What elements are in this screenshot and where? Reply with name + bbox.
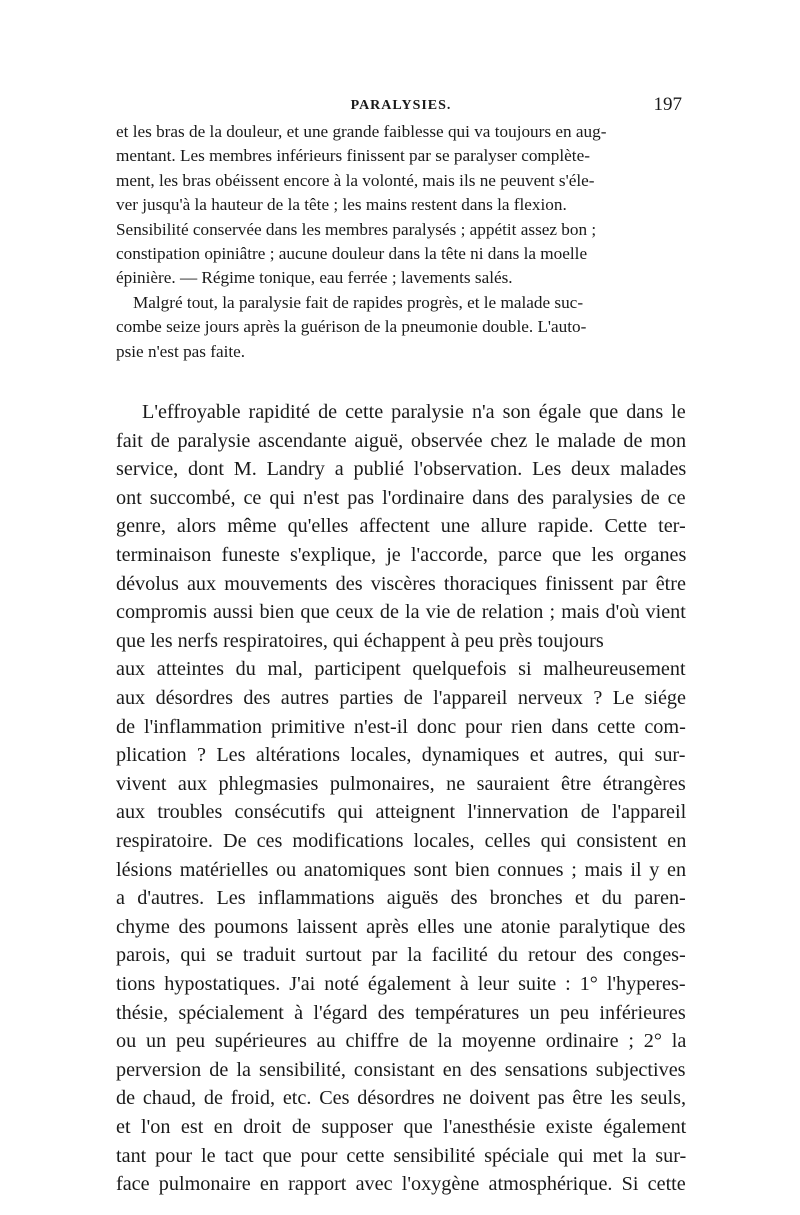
- running-head: [116, 92, 686, 118]
- text-line: genre, alors même qu'elles affectent une allure rapide. Cette ter-: [116, 515, 686, 538]
- discussion-paragraph: [116, 398, 686, 1199]
- text-line: combe seize jours après la guérison de la pneumonie double. L'auto-: [116, 317, 587, 337]
- text-line: de chaud, de froid, etc. Ces désordres ne doivent pas être les seuls,: [116, 1087, 687, 1110]
- text-line: ment, les bras obéissent encore à la volonté, mais ils ne peuvent s'éle-: [116, 170, 595, 190]
- text-line: tions hypostatiques. J'ai noté également à leur suite : 1° l'hyperes-: [116, 972, 686, 995]
- text-line: thésie, spécialement à l'égard des températures un peu inférieures: [116, 1001, 686, 1024]
- text-line: aux désordres des autres parties de l'appareil nerveux ? Le siége: [116, 687, 686, 709]
- case-report-paragraph: [116, 120, 686, 364]
- section-gap: [116, 364, 686, 398]
- text-line: aux troubles consécutifs qui atteignent l'innervation de l'appareil: [116, 801, 687, 824]
- text-line: ver jusqu'à la hauteur de la tête ; les mains restent dans la flexion.: [116, 195, 567, 215]
- book-page: [116, 92, 686, 1199]
- text-line: terminaison funeste s'explique, je l'accorde, parce que les organes: [116, 544, 687, 567]
- text-line: Malgré tout, la paralysie fait de rapides progrès, et le malade suc-: [133, 292, 584, 312]
- text-line: Sensibilité conservée dans les membres paralysés ; appétit assez bon ;: [116, 219, 597, 239]
- text-line: plication ? Les altérations locales, dynamiques et autres, qui sur-: [116, 744, 686, 767]
- text-line: psie n'est pas faite.: [116, 341, 246, 361]
- text-line: service, dont M. Landry a publié l'observation. Les deux malades: [116, 458, 687, 481]
- running-title: PARALYSIES.: [350, 98, 452, 113]
- text-line: perversion de la sensibilité, consistant en des sensations subjectives: [116, 1058, 686, 1081]
- text-line: aux atteintes du mal, participent quelquefois si malheureusement: [116, 658, 686, 681]
- text-line: dévolus aux mouvements des viscères thoraciques finissent par être: [116, 572, 686, 595]
- text-line: constipation opiniâtre ; aucune douleur dans la tête ni dans la moelle: [116, 244, 588, 264]
- text-line: vivent aux phlegmasies pulmonaires, ne sauraient être étrangères: [116, 772, 686, 795]
- text-line: que les nerfs respiratoires, qui échappent à peu près toujours: [116, 629, 604, 652]
- text-line: tant pour le tact que pour cette sensibilité spéciale qui met la sur-: [116, 1144, 687, 1167]
- text-line: fait de paralysie ascendante aiguë, observée chez le malade de mon: [116, 429, 687, 452]
- text-line: chyme des poumons laissent après elles une atonie paralytique des: [116, 915, 686, 938]
- text-line: compromis aussi bien que ceux de la vie de relation ; mais d'où vient: [116, 601, 686, 624]
- text-line: a d'autres. Les inflammations aiguës des bronches et du paren-: [116, 887, 686, 910]
- text-line: parois, qui se traduit surtout par la facilité du retour des conges-: [116, 944, 686, 967]
- text-line: épinière. — Régime tonique, eau ferrée ; lavements salés.: [116, 268, 513, 288]
- text-line: lésions matérielles ou anatomiques sont bien connues ; mais il y en: [116, 858, 687, 881]
- text-line: ont succombé, ce qui n'est pas l'ordinaire dans des paralysies de ce: [116, 486, 686, 509]
- text-line: mentant. Les membres inférieurs finissent par se paralyser complète-: [116, 146, 590, 166]
- text-line: et l'on est en droit de supposer que l'anesthésie existe également: [116, 1115, 687, 1138]
- text-line: et les bras de la douleur, et une grande faiblesse qui va toujours en aug-: [116, 122, 607, 141]
- text-line: respiratoire. De ces modifications locales, celles qui consistent en: [116, 829, 687, 852]
- text-line: face pulmonaire en rapport avec l'oxygène atmosphérique. Si cette: [116, 1173, 686, 1196]
- text-line: ou un peu supérieures au chiffre de la moyenne ordinaire ; 2° la: [116, 1030, 687, 1053]
- text-line: L'effroyable rapidité de cette paralysie n'a son égale que dans le: [142, 401, 686, 424]
- text-line: de l'inflammation primitive n'est-il donc pour rien dans cette com-: [116, 715, 686, 738]
- page-number: 197: [653, 94, 682, 115]
